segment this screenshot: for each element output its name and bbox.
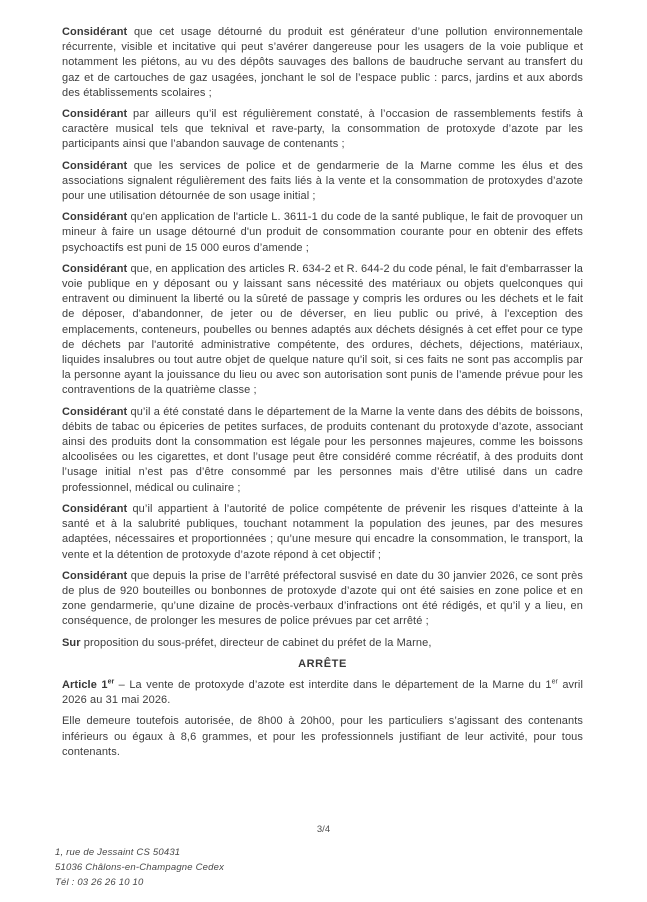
- article-1-lead-text: Article 1: [62, 678, 108, 691]
- sur-proposition-paragraph: [62, 636, 583, 651]
- considerant-paragraph-6: [62, 405, 583, 496]
- paragraph-text: par ailleurs qu’il est régulièrement constaté, à l’occasion de rassemblements festifs à caractère musical tels que teknival et rave-party, la consommation de protoxyde d’azote par les participants ainsi que l’abandon sauvage de contenants ;: [62, 108, 584, 151]
- paragraph-text: que depuis la prise de l’arrêté préfectoral susvisé en date du 30 janvier 2026, ce sont près de plus de 920 bouteilles ou bonbonnes de protoxyde d’azote qui ont été saisies en zone police et en zone gendarmerie, qu’une dizaine de procès-verbaux d’infractions ont été rédigés, et qu’il y a lieu, en conséquence, de prolonger les mesures de police prévues par cet arrêté ;: [62, 569, 583, 628]
- considerant-paragraph-8: [62, 569, 583, 630]
- sur-proposition-lead: Sur: [62, 636, 81, 649]
- considerant-lead: Considérant: [62, 211, 128, 224]
- footer-address-line-1: 1, rue de Jessaint CS 50431: [55, 847, 181, 858]
- footer-phone: Tél : 03 26 26 10 10: [55, 877, 144, 888]
- article-1-lead: [62, 679, 114, 691]
- considerant-lead: Considérant: [62, 502, 128, 515]
- considerant-lead: Considérant: [62, 26, 128, 38]
- paragraph-text: qu’il appartient à l’autorité de police compétente de prévenir les risques d’atteinte à la santé et à la salubrité publiques, touchant notamment la population des jeunes, par des mesures adaptées, nécessaires et proportionnées ; qu’une mesure qui encadre la consommation, le transport, la vente et la détention de protoxyde d’azote répond à cet objectif ;: [62, 502, 583, 561]
- paragraph-text: que, en application des articles R. 634-2 et R. 644-2 du code pénal, le fait d'embarrasser la voie publique en y déposant ou y laissant sans nécessité des matériaux ou objets quelconques qui entravent ou diminuent la liberté ou la sûreté de passage y compris les ordures ou les déchets et le fait de déposer, d'abandonner, de jeter ou de déverser, en lieu public ou privé, à l'exception des emplacements, conteneurs, poubelles ou bennes adaptés aux déchets désignés à cet effet pour ce type de déchets par l'autorité administrative compétente, des ordures, déchets, déjections, matériaux, liquides insalubres ou tout autre objet de quelque nature qu'il soit, si ces faits ne sont pas accomplis par la personne ayant la jouissance du lieu ou avec son autorisation sont punis de l’amende prévue pour les contraventions de la quatrième classe ;: [62, 262, 584, 397]
- paragraph-text: que les services de police et de gendarmerie de la Marne comme les élus et des associations signalent régulièrement des faits liés à la vente et la consommation de protoxydes d’azote pour une utilisation détournée de son usage initial ;: [62, 159, 584, 203]
- considerant-lead: Considérant: [62, 569, 128, 582]
- considerant-lead: Considérant: [62, 108, 128, 121]
- article-1-dash: –: [114, 678, 130, 691]
- article-1-lead-superscript: er: [107, 678, 115, 686]
- considerant-paragraph-7: [62, 502, 583, 563]
- considerant-paragraph-5: [62, 262, 583, 399]
- document-body: [62, 25, 583, 766]
- authorization-paragraph: Elle demeure toutefois autorisée, de 8h00 à 20h00, pour les particuliers s’agissant des contenants inférieurs ou égaux à 8,6 grammes, et pour les professionnels justifiant de leur activité, pour tous contenants.: [62, 715, 583, 758]
- article-1-paragraph: [62, 678, 583, 708]
- considerant-paragraph-2: [62, 107, 583, 153]
- paragraph-text: qu’il a été constaté dans le département de la Marne la vente dans des débits de boissons, débits de tabac ou épiceries de petites surfaces, de produits contenant du protoxyde d’azote, associant ainsi des produits dont la consommation est légale pour les personnes majeures, comme les boissons alcoolisées ou les cigarettes, et dont l’usage peut être considéré comme récréatif, à des produits dont l’usage initial n’est pas d’être consommé par les personnes mais d’être utilisé dans un cadre professionnel, médical ou culinaire ;: [62, 405, 584, 494]
- footer-address-block: [55, 845, 224, 890]
- considerant-lead: Considérant: [62, 159, 128, 172]
- considerant-lead: Considérant: [62, 262, 128, 275]
- considerant-paragraph-4: [62, 210, 583, 256]
- considerant-paragraph-1: [62, 25, 583, 101]
- paragraph-text: proposition du sous-préfet, directeur de cabinet du préfet de la Marne,: [83, 636, 432, 649]
- footer-address-line-2: 51036 Châlons-en-Champagne Cedex: [55, 862, 225, 873]
- considerant-paragraph-3: [62, 159, 583, 205]
- paragraph-text: que cet usage détourné du produit est générateur d’une pollution environnementale récurrente, visible et incitative qui peut s’avérer dangereuse pour les usagers de la voie publique et notamment les piétons, au vu des dépôts sauvages des ballons de baudruche servant au transfert du gaz et de cartouches de gaz usagées, jonchant le sol de l’espace public : parcs, jardins et aux abords des établissements scolaires ;: [62, 26, 584, 99]
- page-number: 3/4: [316, 824, 331, 835]
- article-1-text-end: avril 2026 au 31 mai 2026.: [62, 678, 584, 707]
- paragraph-text: qu'en application de l'article L. 3611-1 du code de la santé publique, le fait de provoquer un mineur à faire un usage détourné d'un produit de consommation courante pour en obtenir des effets psychoactifs est puni de 15 000 euros d’amende ;: [62, 211, 583, 254]
- considerant-lead: Considérant: [62, 405, 128, 418]
- article-1-text: La vente de protoxyde d’azote est interdite dans le département de la Marne du 1: [129, 678, 552, 691]
- article-1-date-superscript: er: [551, 678, 558, 686]
- arrete-heading: ARRÊTE: [298, 657, 347, 670]
